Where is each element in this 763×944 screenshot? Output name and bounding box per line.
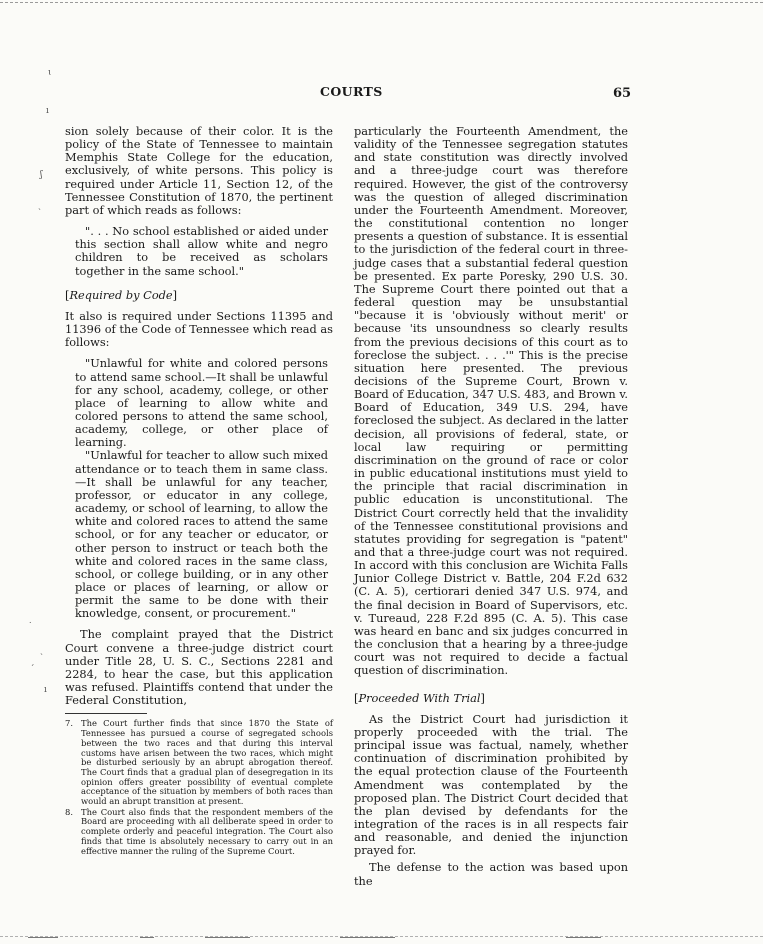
section-subhead: [Required by Code] — [65, 287, 178, 302]
footnote-text: The Court also finds that the respondent members of the Board are proceeding with all deliberate speed in order to complete orderly and peaceful integration. The Court also finds that time is absolutely necessary to carry out in an effective manner the ruling of the Supreme Court. — [81, 806, 333, 856]
body-paragraph: As the District Court had jurisdiction it properly proceeded with the trial. The principal issue was factual, namely, whether continuation of discrimination prohibited by the equal protection clause of the Fourteenth Amendment was contemplated by the proposed plan. The District Court decided that the plan devised by defendants for the integration of the races is in all respects fair and reasonable, and denied the injunction prayed for. — [354, 711, 628, 858]
footnote-number: 8. — [65, 806, 73, 817]
left-column — [65, 125, 333, 857]
right-column — [354, 125, 628, 888]
subhead-text: Required by Code — [69, 287, 173, 302]
top-dashed-rule — [0, 2, 763, 3]
scan-artifact-rule — [28, 937, 58, 938]
footnote-rule — [65, 713, 147, 714]
body-paragraph: It also is required under Sections 11395 and 11396 of the Code of Tennessee which read as follows: — [65, 308, 333, 350]
subhead-text: Proceeded With Trial — [358, 690, 481, 705]
margin-mark: ˎ — [40, 646, 43, 656]
footnote — [65, 719, 333, 806]
footnote-text: The Court further finds that since 1870 the State of Tennessee has pursued a course of segregated schools between the two races and that during this interval customs have arisen between the two races, which might be disturbed seriously by an abrupt abrogation thereof. The Court finds that a gradual plan of desegregation in its opinion offers greater possibility of eventual complete acceptance of the situation by members of both races than would an abrupt transition at present. — [81, 718, 333, 807]
body-paragraph: sion solely because of their color. It is the policy of the State of Tennessee to maintain Memphis State College for the education, exclusively, of white persons. This policy is required under Article 11, Section 12, of the Tennessee Constitution of 1870, the pertinent part of which reads as follows: — [65, 124, 333, 217]
running-head: COURTS — [320, 84, 383, 99]
margin-mark: ˎ — [38, 201, 41, 211]
margin-mark: ı — [46, 106, 49, 116]
margin-mark: ˙ — [28, 622, 33, 632]
scan-artifact-rule — [140, 937, 154, 938]
scan-artifact-rule — [205, 937, 250, 938]
block-quote: ". . . No school established or aided under this section shall allow white and negro children to be received as scholars together in the same school." — [75, 224, 328, 278]
margin-mark: ˊ — [30, 665, 35, 675]
margin-mark: ʃ — [40, 170, 43, 180]
body-paragraph: particularly the Fourteenth Amendment, the validity of the Tennessee segregation statutes and state constitution was directly involved and a three-judge court was therefore required. However, the gist of the controversy was the question of alleged discrimination under the Fourteenth Amendment. Moreover, the constitutional contention no longer presents a question of substance. It is essential to the jurisdiction of the federal court in three-judge cases that a substantial federal question be presented. Ex parte Poresky, 290 U.S. 30. The Supreme Court there pointed out that a federal question may be unsubstantial "because it is 'obviously without merit' or because 'its unsoundness so clearly results from the previous decisions of this court as to foreclose the subject. . . .'" This is the precise situation here presented. The previous decisions of the Supreme Court, Brown v. Board of Education, 347 U.S. 483, and Brown v. Board of Education, 349 U.S. 294, have foreclosed the subject. As declared in the latter decision, all provisions of federal, state, or local law requiring or permitting discrimination on the ground of race or color in public educational institutions must yield to the principle that racial discrimination in public education is unconstitutional. The District Court correctly held that the invalidity of the Tennessee constitutional provisions and statutes providing for segregation is "patent" and that a three-judge court was not required. In accord with this conclusion are Wichita Falls Junior College District v. Battle, 204 F.2d 632 (C. A. 5), certiorari denied 347 U.S. 974, and the final decision in Board of Supervisors, etc. v. Tureaud, 228 F.2d 895 (C. A. 5). This case was heard en banc and six judges concurred in the conclusion that a hearing by a three-judge court was not required to decide a factual question of discrimination. — [354, 124, 629, 678]
margin-mark: ı — [44, 685, 47, 695]
scan-artifact-rule — [566, 937, 601, 938]
body-paragraph: The defense to the action was based upon the — [354, 860, 628, 888]
section-subhead: [Proceeded With Trial] — [354, 690, 485, 705]
footnote-number: 7. — [65, 718, 73, 729]
page-number: 65 — [613, 86, 632, 101]
body-paragraph: The complaint prayed that the District Court convene a three-judge district court under Title 28, U. S. C., Sections 2281 and 2284, to hear the case, but this application was refused. Plaintiffs contend that under the Federal Constitution, — [65, 627, 333, 708]
block-quote: "Unlawful for white and colored persons to attend same school.—It shall be unlawful for any school, academy, college, or other place of learning to allow white and colored persons to attend the same school, academy, college, or other place of learning. — [75, 356, 328, 450]
footnote — [65, 808, 333, 857]
margin-mark: ɩ — [48, 68, 52, 78]
bottom-dashed-rule — [0, 936, 763, 937]
block-quote: "Unlawful for teacher to allow such mixed attendance or to teach them in same class.—It shall be unlawful for any teacher, professor, or educator in any college, academy, or school of learning, to allow the white and colored races to attend the same school, or for any teacher or educator, or other person to instruct or teach both the white and colored races in the same class, school, or college building, or in any other place or places of learning, or allow or permit the same to be done with their knowledge, consent, or procurement." — [75, 448, 328, 621]
scan-artifact-rule — [340, 937, 395, 938]
